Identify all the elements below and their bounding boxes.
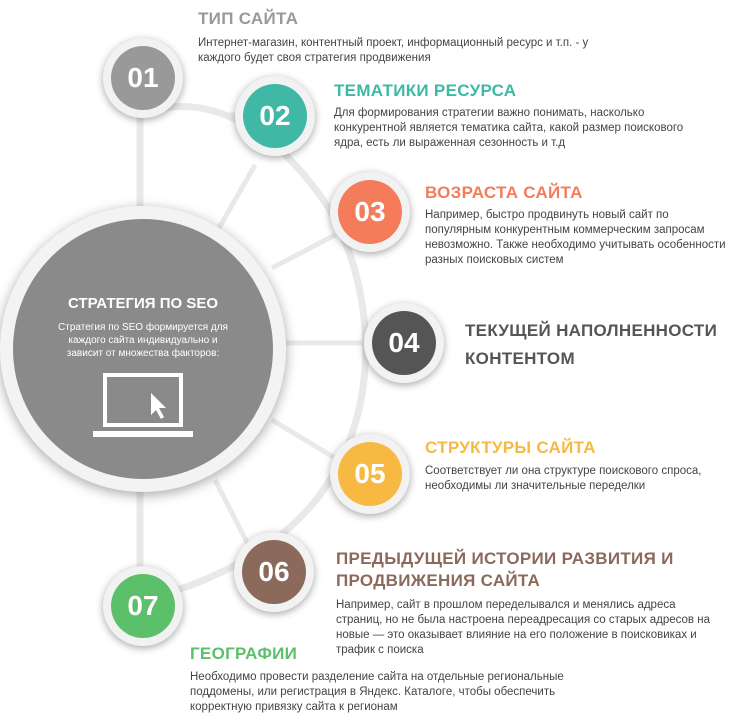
step-01-title: ТИП САЙТА: [198, 9, 299, 28]
step-04-title: ТЕКУЩЕЙ НАПОЛНЕННОСТИ КОНТЕНТОМ: [465, 321, 718, 368]
step-03-number: 03: [338, 180, 402, 244]
step-04-number: 04: [372, 311, 436, 375]
center-subtitle: Стратегия по SEO формируется для каждого сайта индивидуально и зависит от множества факторов:: [58, 322, 228, 359]
step-05-title: СТРУКТУРЫ САЙТА: [425, 438, 596, 457]
step-01-number: 01: [111, 46, 175, 110]
step-07-description: Необходимо провести разделение сайта на отдельные региональные поддомены, или регистрация в Яндекс. Каталоге, чтобы обеспечить корректную привязку сайта к регионам: [190, 671, 564, 713]
step-03-badge: [330, 172, 410, 252]
laptop-cursor-icon: [93, 371, 193, 443]
step-06-description: Например, сайт в прошлом переделывался и менялись адреса страниц, но не была настроена переадресация со старых адресов на новые — это оказывает влияние на его положение в поисковиках и трафик с поиска: [336, 599, 710, 656]
step-07-number: 07: [111, 574, 175, 638]
seo-strategy-center: [13, 219, 273, 479]
step-02-title: ТЕМАТИКИ РЕСУРСА: [334, 81, 517, 100]
step-01-badge: [103, 38, 183, 118]
step-01-description: Интернет-магазин, контентный проект, информационный ресурс и т.п. - у каждого будет своя стратегия продвижения: [198, 37, 589, 64]
step-06-number: 06: [242, 540, 306, 604]
step-02-number: 02: [243, 84, 307, 148]
step-07-title: ГЕОГРАФИИ: [190, 644, 298, 663]
step-02-description: Для формирования стратегии важно понимать, насколько конкурентной является тематика сайта, какой размер поискового ядра, есть ли выраженная сезонность и т.д: [334, 107, 684, 149]
step-06-badge: [234, 532, 314, 612]
step-03-title: ВОЗРАСТА САЙТА: [425, 183, 583, 202]
seo-strategy-hub: [0, 206, 286, 492]
step-05-badge: [330, 434, 410, 514]
step-07-badge: [103, 566, 183, 646]
step-05-number: 05: [338, 442, 402, 506]
step-02-badge: [235, 76, 315, 156]
step-05-description: Соответствует ли она структуре поискового спроса, необходимы ли значительные переделки: [425, 465, 702, 492]
step-06-title: ПРЕДЫДУЩЕЙ ИСТОРИИ РАЗВИТИЯ И ПРОДВИЖЕНИЯ САЙТА: [336, 549, 674, 590]
step-03-description: Например, быстро продвинуть новый сайт по популярным конкурентным коммерческим запросам невозможно. Также необходимо учитывать особенности разных поисковых систем: [425, 209, 726, 266]
center-title: СТРАТЕГИЯ ПО SEO: [67, 295, 219, 312]
step-04-badge: [364, 303, 444, 383]
